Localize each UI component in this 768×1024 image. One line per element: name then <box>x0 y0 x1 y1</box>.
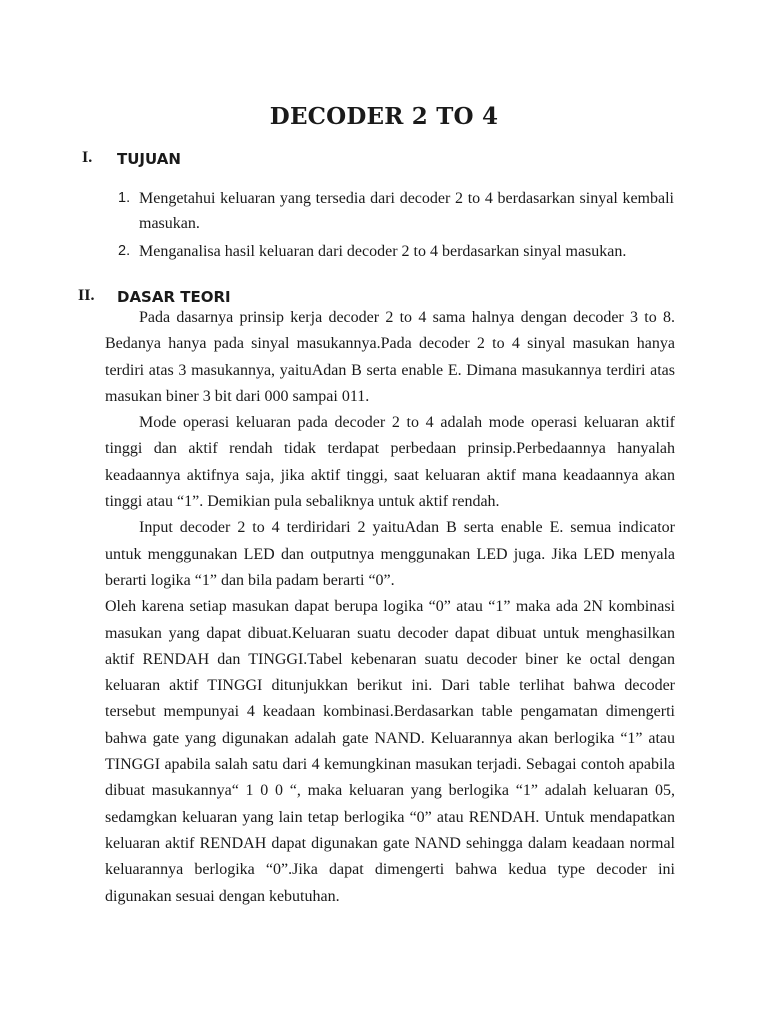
section-2-number: II. <box>78 287 95 304</box>
paragraph: Oleh karena setiap masukan dapat berupa logika “0” atau “1” maka ada 2N kombinasi masukan yang dapat dibuat.Keluaran suatu decoder dapat dibuat untuk menghasilkan aktif RENDAH dan TINGGI.Tabel kebenaran suatu decoder biner ke octal dengan keluaran aktif TINGGI ditunjukkan berikut ini. Dari table terlihat bahwa decoder tersebut mempunyai 4 keadaan kombinasi.Berdasarkan table pengamatan dimengerti bahwa gate yang digunakan adalah gate NAND. Keluarannya akan berlogika “1” atau TINGGI apabila salah satu dari 4 kemungkinan masukan terjadi. Sebagai contoh apabila dibuat masukannya“ 1 0 0 “, maka keluaran yang berlogika “1” adalah keluaran 05, sedamgkan keluaran yang lain tetap berlogika “0” atau RENDAH. Untuk mendapatkan keluaran aktif RENDAH dapat digunakan gate NAND sehingga dalam keadaan normal keluarannya berlogika “0”.Jika dapat dimengerti bahwa kedua type decoder ini digunakan sesuai dengan kebutuhan. <box>105 598 675 905</box>
list-item-number: 1. <box>118 190 131 206</box>
paragraph: Mode operasi keluaran pada decoder 2 to 4 adalah mode operasi keluaran aktif tinggi dan aktif rendah tidak terdapat perbedaan prinsip.Perbedaannya hanyalah keadaannya aktifnya saja, jika aktif tinggi, saat keluaran aktif mana keadaannya akan tinggi atau “1”. Demikian pula sebaliknya untuk aktif rendah. <box>105 414 675 511</box>
list-item-text: Mengetahui keluaran yang tersedia dari decoder 2 to 4 berdasarkan sinyal kembali masukan. <box>139 190 674 232</box>
list-item-number: 2. <box>118 243 131 259</box>
list-item-text: Menganalisa hasil keluaran dari decoder 2 to 4 berdasarkan sinyal masukan. <box>139 243 627 260</box>
objectives-list <box>118 186 674 264</box>
theory-body <box>105 305 675 910</box>
section-1-heading: TUJUAN <box>117 150 181 168</box>
list-item <box>118 239 674 264</box>
paragraph: Input decoder 2 to 4 terdiridari 2 yaituAdan B serta enable E. semua indicator untuk menggunakan LED dan outputnya menggunakan LED juga. Jika LED menyala berarti logika “1” dan bila padam berarti “0”. <box>105 519 675 589</box>
paragraph: Pada dasarnya prinsip kerja decoder 2 to 4 sama halnya dengan decoder 3 to 8. Bedanya hanya pada sinyal masukannya.Pada decoder 2 to 4 sinyal masukan hanya terdiri atas 3 masukannya, yaituAdan B serta enable E. Dimana masukannya terdiri atas masukan biner 3 bit dari 000 sampai 011. <box>105 309 675 405</box>
section-2-heading: DASAR TEORI <box>117 288 231 306</box>
document-title: DECODER 2 TO 4 <box>269 103 499 130</box>
section-1-number: I. <box>82 149 93 166</box>
list-item <box>118 186 674 236</box>
